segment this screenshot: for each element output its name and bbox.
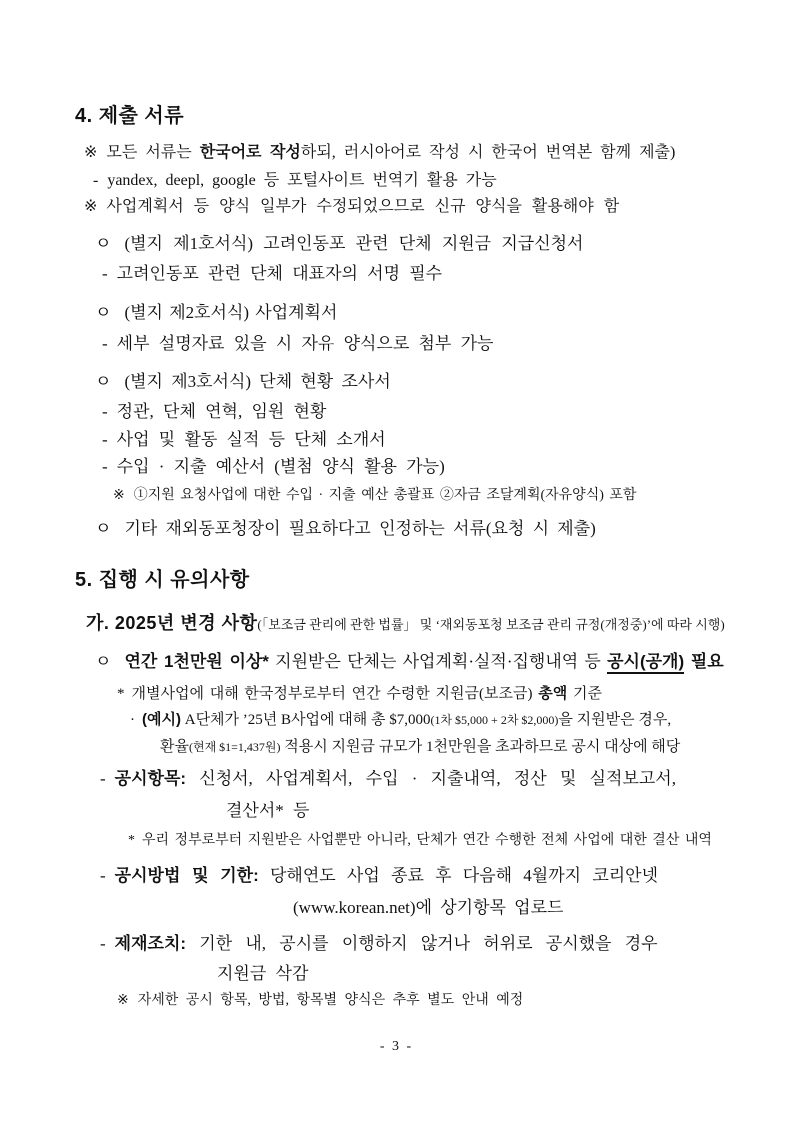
section5-item-disclosure-method-line2 [293,897,563,918]
section5-bullet-disclosure [95,651,724,672]
circle-bullet-icon: ㅇ [95,234,112,253]
section5-example-line2 [160,738,680,757]
text-segment: 수입 · 지출 예산서 (별첨 양식 활용 가능) [116,457,445,476]
section4-item-form2 [95,302,337,323]
section4-item-form3-note [113,487,636,505]
circle-bullet-icon: ㅇ [95,372,112,391]
text-segment: 자세한 공시 항목, 방법, 항목별 양식은 추후 별도 안내 예정 [137,993,524,1008]
asterisk-mark-icon: * [117,686,125,702]
dash-bullet-icon: - [93,172,99,189]
text-segment: 정관, 단체 연혁, 임원 현황 [116,402,327,421]
subtitle-main: 가. 2025년 변경 사항 [86,613,258,633]
text-segment: 지원받은 단체는 사업계획·실적·집행내역 등 [268,652,608,671]
text-segment: 지원금 삭감 [217,964,309,983]
section5-sanction-note [117,992,523,1010]
section5-title [75,568,250,593]
text-segment: 우리 정부로부터 지원받은 사업뿐만 아니라, 단체가 연간 수행한 전체 사업에 대한 결산 내역 [142,833,712,848]
dash-bullet-icon: - [102,457,108,476]
section5-item-disclosure-items-line2 [226,800,309,821]
bold-label: 제재조치: [114,934,187,953]
section5-item-disclosure-method [100,865,658,886]
circle-bullet-icon: ㅇ [95,519,112,538]
section5-disclosure-note [117,685,602,704]
dot-bullet-icon: · [130,712,135,728]
bold-text-segment: 총액 [538,685,568,702]
section4-item-form3-sub2 [102,429,386,450]
text-segment: 결산서* 등 [226,801,310,820]
reference-mark-icon: ※ [117,993,129,1008]
text-segment: 사업계획서 등 양식 일부가 수정되었으므로 신규 양식을 활용해야 함 [106,198,620,215]
section4-note-korean [84,143,675,163]
text-segment: 세부 설명자료 있을 시 자유 양식으로 첨부 가능 [116,334,494,353]
page-number-text: - 3 - [379,1039,414,1054]
text-segment: 기준 [567,686,602,702]
text-segment: (www.korean.net)에 상기항목 업로드 [293,898,564,917]
text-segment: (별지 제3호서식) 단체 현황 조사서 [124,372,391,391]
text-segment: 적용시 지원금 규모가 1천만원을 초과하므로 공시 대상에 해당 [280,739,681,755]
bold-label: 공시방법 및 기한: [114,866,259,885]
text-segment: A단체가 ’25년 B사업에 대해 총 $7,000 [180,712,431,728]
dash-bullet-icon: - [100,866,106,885]
section4-item-etc [95,518,596,539]
section4-item-form1-sub [102,263,442,284]
section5-item-sanction-line2 [217,963,308,984]
text-segment: 고려인동포 관련 단체 대표자의 서명 필수 [116,264,443,283]
text-segment: (별지 제2호서식) 사업계획서 [124,303,338,322]
section5-item-disclosure-items [100,768,676,789]
bold-text-segment: (예시) [142,711,181,728]
page-number [0,1039,793,1055]
text-segment: 신청서, 사업계획서, 수입 · 지출내역, 정산 및 실적보고서, [186,769,676,788]
small-text-segment: (1차 $5,000 + 2차 $2,000) [430,713,559,727]
section5-item-sanction [100,933,658,954]
circle-bullet-icon: ㅇ [95,652,112,671]
section4-item-form3-sub3 [102,456,445,477]
text-segment: 하되, 러시아어로 작성 시 한국어 번역본 함께 제출) [300,144,676,161]
reference-mark-icon: ※ [84,198,98,215]
text-segment: 환율 [160,739,189,755]
text-segment: ①지원 요청사업에 대한 수입 · 지출 예산 총괄표 ②자금 조달계획(자유양식) 포함 [133,488,637,503]
section4-item-form3-sub1 [102,401,326,422]
text-segment: 기한 내, 공시를 이행하지 않거나 허위로 공시했을 경우 [186,934,658,953]
section4-title-text: 4. 제출 서류 [75,105,185,127]
text-segment: 당해연도 사업 종료 후 다음해 4월까지 코리안넷 [258,866,659,885]
text-segment: yandex, deepl, google 등 포털사이트 번역기 활용 가능 [107,172,497,189]
section5-title-text: 5. 집행 시 유의사항 [75,569,250,591]
bold-text-segment: 연간 1천만원 이상* [124,652,269,671]
text-segment: 개별사업에 대해 한국정부로부터 연간 수령한 지원금(보조금) [131,686,539,702]
section5-subtitle [86,612,725,635]
section5-items-note [128,832,712,850]
dash-bullet-icon: - [102,334,108,353]
asterisk-mark-icon: * [128,833,135,848]
section4-note-newform [84,197,619,217]
dash-bullet-icon: - [100,769,106,788]
section4-title [75,104,184,129]
dash-bullet-icon: - [102,264,108,283]
bold-text-segment: 필요 [684,652,724,671]
dash-bullet-icon: - [102,402,108,421]
text-segment: 기타 재외동포청장이 필요하다고 인정하는 서류(요청 시 제출) [124,519,596,538]
underlined-bold-text: 공시(공개) [607,652,684,674]
bold-text-segment: 한국어로 작성 [199,144,301,161]
text-segment: 사업 및 활동 실적 등 단체 소개서 [116,430,386,449]
text-segment: 을 지원받은 경우, [558,712,672,728]
circle-bullet-icon: ㅇ [95,303,112,322]
small-text-segment: (현재 $1=1,437원) [188,740,281,754]
section5-example-line1 [130,711,671,730]
dash-bullet-icon: - [100,934,106,953]
section4-note-translator [93,171,497,191]
subtitle-paren: (「보조금 관리에 관한 법률」 및 ‘재외동포청 보조금 관리 규정(개정중)’에 따라 시행) [257,617,725,632]
bold-label: 공시항목: [114,769,187,788]
section4-item-form1 [95,233,583,254]
section4-item-form2-sub [102,333,493,354]
reference-mark-icon: ※ [113,488,125,503]
reference-mark-icon: ※ [84,144,98,161]
text-segment: 모든 서류는 [106,144,200,161]
section4-item-form3 [95,371,391,392]
text-segment: (별지 제1호서식) 고려인동포 관련 단체 지원금 지급신청서 [124,234,584,253]
dash-bullet-icon: - [102,430,108,449]
